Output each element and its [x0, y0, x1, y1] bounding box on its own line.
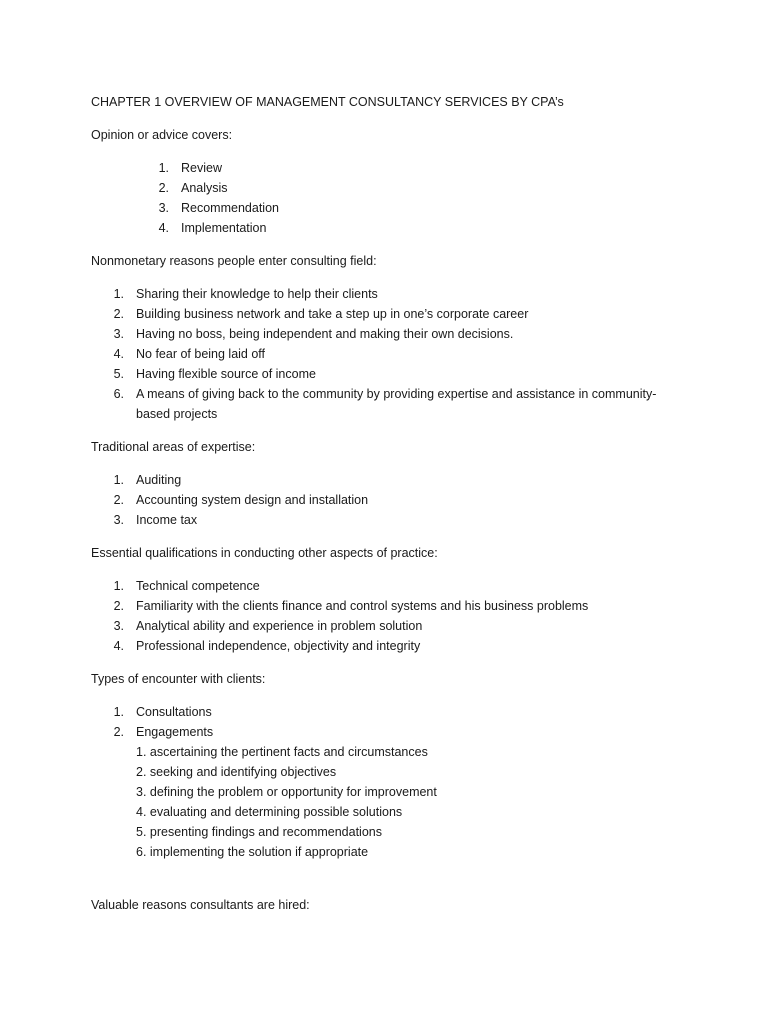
list-item-text: Review — [181, 161, 222, 175]
list-item-text: Having flexible source of income — [136, 367, 316, 381]
list-number: 3. — [113, 327, 124, 341]
sub-list-item: 2. seeking and identifying objectives — [136, 765, 337, 779]
traditional-heading: Traditional areas of expertise: — [91, 440, 256, 454]
list-number: 1. — [113, 287, 124, 301]
list-number: 1. — [158, 161, 169, 175]
list-number: 4. — [158, 221, 169, 235]
list-item-text: Engagements — [136, 725, 214, 739]
encounters-heading: Types of encounter with clients: — [91, 672, 266, 686]
list-item-text: Income tax — [136, 513, 198, 527]
nonmonetary-heading: Nonmonetary reasons people enter consulting field: — [91, 254, 377, 268]
list-item-text: Recommendation — [181, 201, 279, 215]
list-item-text: Having no boss, being independent and making their own decisions. — [136, 327, 514, 341]
list-number: 5. — [113, 367, 124, 381]
list-item-text: Sharing their knowledge to help their clients — [136, 287, 378, 301]
chapter-title: CHAPTER 1 OVERVIEW OF MANAGEMENT CONSULTANCY SERVICES BY CPA’s — [91, 95, 564, 109]
list-item-text: Analysis — [181, 181, 228, 195]
list-number: 6. — [113, 387, 124, 401]
list-number: 1. — [113, 705, 124, 719]
sub-list-item: 4. evaluating and determining possible solutions — [136, 805, 403, 819]
list-number: 3. — [113, 619, 124, 633]
list-item-text: Technical competence — [136, 579, 260, 593]
list-item-text: Analytical ability and experience in problem solution — [136, 619, 423, 633]
list-number: 4. — [113, 347, 124, 361]
list-number: 2. — [113, 493, 124, 507]
list-item-text: Building business network and take a step up in one’s corporate career — [136, 307, 529, 321]
list-item-text: Consultations — [136, 705, 212, 719]
list-item-text: Professional independence, objectivity and integrity — [136, 639, 421, 653]
list-number: 2. — [158, 181, 169, 195]
list-number: 3. — [158, 201, 169, 215]
sub-list-item: 6. implementing the solution if appropriate — [136, 845, 369, 859]
sub-list-item: 1. ascertaining the pertinent facts and circumstances — [136, 745, 428, 759]
list-item-text: Familiarity with the clients finance and control systems and his business problems — [136, 599, 589, 613]
list-item-text: Accounting system design and installation — [136, 493, 369, 507]
list-number: 1. — [113, 473, 124, 487]
essential-heading: Essential qualifications in conducting other aspects of practice: — [91, 546, 438, 560]
list-item-text: A means of giving back to the community by providing expertise and assistance in community- — [136, 387, 657, 401]
sub-list-item: 3. defining the problem or opportunity for improvement — [136, 785, 437, 799]
list-item-text: Implementation — [181, 221, 267, 235]
list-number: 3. — [113, 513, 124, 527]
list-item-continuation: based projects — [136, 407, 218, 421]
list-item-text: Auditing — [136, 473, 182, 487]
sub-list-item: 5. presenting findings and recommendations — [136, 825, 382, 839]
valuable-heading: Valuable reasons consultants are hired: — [91, 898, 310, 912]
advice-heading: Opinion or advice covers: — [91, 128, 233, 142]
list-number: 1. — [113, 579, 124, 593]
list-number: 4. — [113, 639, 124, 653]
list-number: 2. — [113, 307, 124, 321]
list-number: 2. — [113, 725, 124, 739]
list-number: 2. — [113, 599, 124, 613]
list-item-text: No fear of being laid off — [136, 347, 266, 361]
